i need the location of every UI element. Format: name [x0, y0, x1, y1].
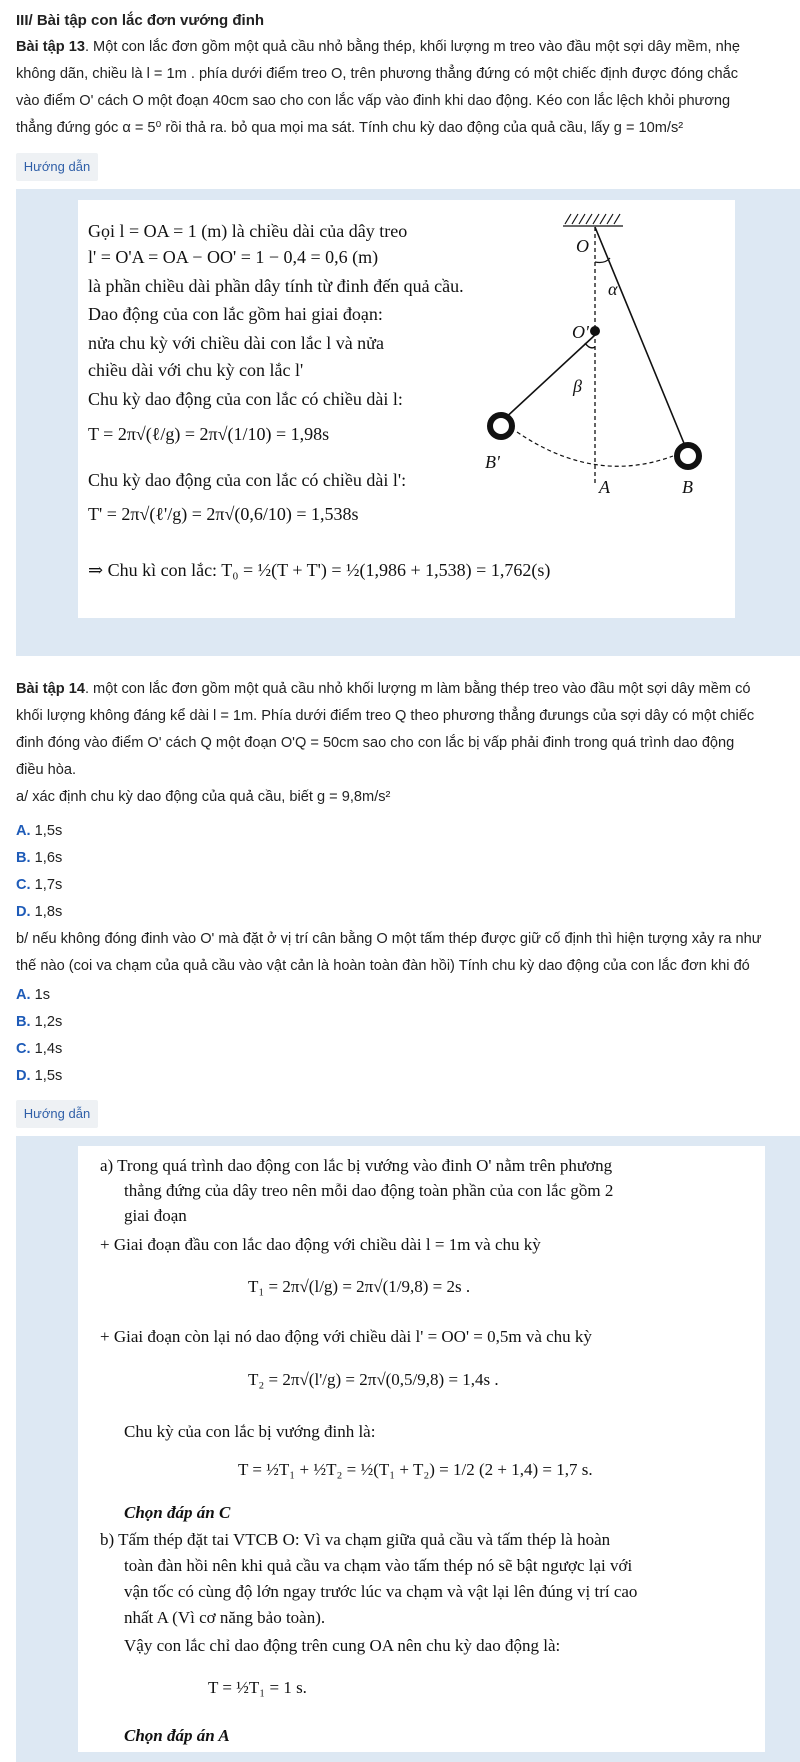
label-O-prime: O' [572, 322, 589, 342]
ex14-part-b-line-1: b/ nếu không đóng đinh vào O' mà đặt ở vị trí cân bằng O một tấm thép được giữ cố định thì hiện tượng xảy ra như [16, 931, 762, 947]
ex13-solution-panel [16, 189, 800, 656]
ex13-sol-line-7: Chu kỳ dao động của con lắc có chiều dài l: [88, 389, 403, 409]
ex14-a-option-A[interactable]: A. 1,5s [16, 823, 63, 839]
ex14-solution-image [78, 1146, 765, 1752]
ex13-sol-line-9: Chu kỳ dao động của con lắc có chiều dài l': [88, 470, 407, 490]
ex14-sol-line-2: thẳng đứng của dây treo nên mỗi dao động toàn phần của con lắc gồm 2 [124, 1181, 614, 1200]
ex14-line-1: Bài tập 14. một con lắc đơn gồm một quả cầu nhỏ khối lượng m làm bằng thép treo vào đầu một sợi dây mềm có [16, 681, 751, 697]
ex14-part-b [16, 926, 786, 980]
ex14-answer-a: Chọn đáp án C [124, 1503, 231, 1522]
ex14-a-option-C[interactable]: C. 1,7s [16, 877, 63, 893]
ex14-b-option-C[interactable]: C. 1,4s [16, 1041, 63, 1057]
ex13-solution-image [78, 200, 735, 618]
ex14-part-a: a/ xác định chu kỳ dao động của quả cầu, biết g = 9,8m/s² [16, 789, 391, 805]
ex13-sol-line-2: l' = O'A = OA − OO' = 1 − 0,4 = 0,6 (m) [88, 247, 379, 267]
ex14-guide-button[interactable]: Hướng dẫn [16, 1100, 98, 1128]
ex14-line-2: khối lượng không đáng kể dài l = 1m. Phía dưới điểm treo Q theo phương thẳng đưungs của sợi dây có một chiếc [16, 708, 755, 724]
ex13-formula-T-prime: T' = 2π√(ℓ'/g) = 2π√(0,6/10) = 1,538s [88, 504, 359, 524]
ex14-formula-T2: T₂ = 2π√(l'/g) = 2π√(0,5/9,8) = 1,4s . [248, 1370, 499, 1389]
ex14-sol-line-11: b) Tấm thép đặt tai VTCB O: Vì va chạm giữa quả cầu và tấm thép là hoàn [100, 1530, 611, 1549]
ex14-line-3: đinh đóng vào điểm O' cách Q một đoạn O'Q = 50cm sao cho con lắc bị vấp phải đinh trong quá trình dao động [16, 735, 735, 751]
ex14-formula-T1: T₁ = 2π√(l/g) = 2π√(1/9,8) = 2s . [248, 1277, 471, 1296]
label-B: B [682, 477, 693, 497]
ex14-paragraph [16, 676, 786, 811]
label-O: O [576, 236, 589, 256]
ex13-sol-line-6: chiều dài với chu kỳ con lắc l' [88, 360, 304, 380]
ex13-sol-line-4: Dao động của con lắc gồm hai giai đoạn: [88, 304, 383, 324]
label-beta: β [573, 376, 582, 396]
label-A: A [599, 477, 610, 497]
ex14-b-option-D[interactable]: D. 1,5s [16, 1068, 63, 1084]
ex13-formula-T: T = 2π√(ℓ/g) = 2π√(1/10) = 1,98s [88, 424, 330, 444]
ex13-line-1: Bài tập 13. Một con lắc đơn gồm một quả cầu nhỏ bằng thép, khối lượng m treo vào đầu một sợi dây mềm, nhẹ [16, 39, 740, 55]
ex14-sol-line-4: + Giai đoạn đầu con lắc dao động với chiều dài l = 1m và chu kỳ [100, 1235, 541, 1254]
ex14-formula-T: T = ½T₁ + ½T₂ = ½(T₁ + T₂) = 1/2 (2 + 1,4) = 1,7 s. [238, 1460, 593, 1479]
ex13-paragraph [16, 34, 786, 142]
ex14-sol-line-15: Vậy con lắc chỉ dao động trên cung OA nên chu kỳ dao động là: [124, 1636, 561, 1655]
ex14-answer-b: Chọn đáp án A [124, 1726, 230, 1745]
ex14-formula-T-half: T = ½T₁ = 1 s. [208, 1678, 307, 1697]
ex14-sol-line-13: vận tốc có cùng độ lớn ngay trước lúc va chạm và vật lại lên đúng vị trí cao [124, 1582, 638, 1601]
ex14-sol-line-14: nhất A (Vì cơ năng bảo toàn). [124, 1608, 326, 1627]
ex14-b-option-B[interactable]: B. 1,2s [16, 1014, 63, 1030]
ex14-sol-line-12: toàn đàn hồi nên khi quả cầu va chạm vào tấm thép nó sẽ bật ngược lại với [124, 1556, 633, 1575]
ex14-a-option-D[interactable]: D. 1,8s [16, 904, 63, 920]
pendulum-diagram [473, 200, 735, 530]
ceiling-hatch [563, 214, 623, 226]
ex13-line-4: thẳng đứng góc α = 5⁰ rồi thả ra. bỏ qua mọi ma sát. Tính chu kỳ dao động của quả cầu, lấy g = 10m/s² [16, 120, 684, 136]
ex13-label: Bài tập 13 [16, 39, 85, 55]
ex14-sol-line-6: + Giai đoạn còn lại nó dao động với chiều dài l' = OO' = 0,5m và chu kỳ [100, 1327, 592, 1346]
ball-B [677, 445, 699, 467]
ex14-part-b-line-2: thế nào (coi va chạm của quả cầu vào vật cản là hoàn toàn đàn hồi) Tính chu kỳ dao động của con lắc đơn khi đó [16, 958, 750, 974]
string-OB [595, 227, 688, 453]
ex14-label: Bài tập 14 [16, 681, 85, 697]
ex13-sol-line-5: nửa chu kỳ với chiều dài con lắc l và nửa [88, 333, 384, 353]
ex13-line-2: không dãn, chiều là l = 1m . phía dưới điểm treo O, trên phương thẳng đứng có một chiếc định được đóng chắc [16, 66, 739, 82]
ex13-sol-line-3: là phần chiều dài phần dây tính từ đinh đến quả cầu. [88, 276, 464, 296]
label-alpha: α [608, 279, 618, 299]
nail-point [590, 326, 600, 336]
ex13-sol-line-1: Gọi l = OA = 1 (m) là chiều dài của dây treo [88, 221, 408, 241]
ex14-sol-line-3: giai đoạn [124, 1206, 187, 1225]
ex14-b-option-A[interactable]: A. 1s [16, 987, 51, 1003]
ex13-guide-button[interactable]: Hướng dẫn [16, 153, 98, 181]
label-B-prime: B' [485, 452, 500, 472]
ball-Bprime [490, 415, 512, 437]
ex14-a-option-B[interactable]: B. 1,6s [16, 850, 63, 866]
section-title: III/ Bài tập con lắc đơn vướng đinh [16, 12, 265, 29]
ex13-line-3: vào điểm O' cách O một đoạn 40cm sao cho con lắc vấp vào đinh khi dao động. Kéo con lắc lệch khỏi phương [16, 93, 731, 109]
ex14-line-4: điều hòa. [16, 762, 77, 778]
ex14-sol-line-1: a) Trong quá trình dao động con lắc bị vướng vào đinh O' nằm trên phương [100, 1156, 613, 1175]
ex14-solution-panel [16, 1136, 800, 1762]
ex14-sol-line-8: Chu kỳ của con lắc bị vướng đinh là: [124, 1422, 376, 1441]
ex13-formula-T0: ⇒ Chu kì con lắc: T₀ = ½(T + T') = ½(1,986 + 1,538) = 1,762(s) [88, 560, 551, 580]
